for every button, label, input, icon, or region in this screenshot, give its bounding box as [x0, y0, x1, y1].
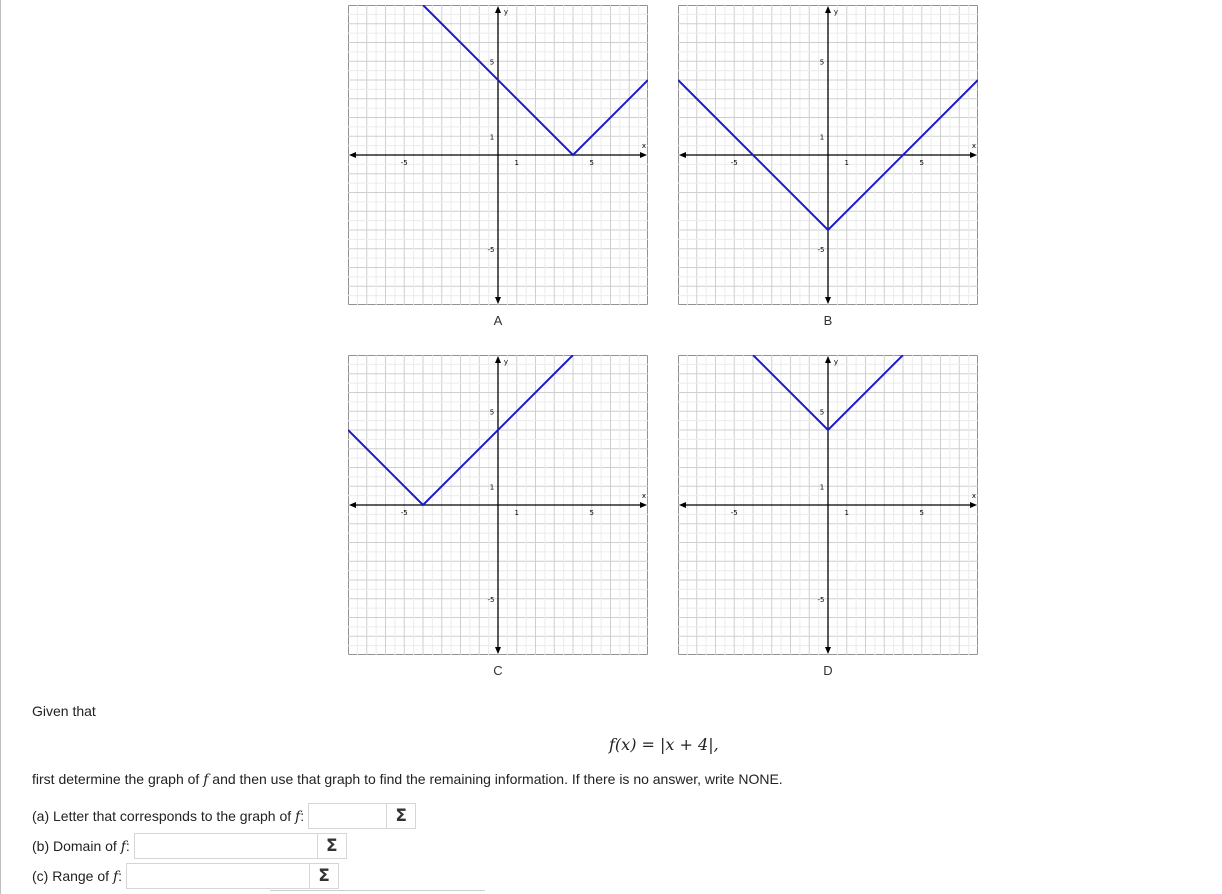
- answer-row-letter: [32, 802, 416, 830]
- answer-label-range: (c) Range of f:: [32, 867, 123, 885]
- answer-label-domain: (b) Domain of f:: [32, 837, 130, 855]
- instruction-before: first determine the graph of: [32, 771, 200, 787]
- formula-equals: =: [641, 735, 655, 754]
- letter-sigma-button[interactable]: [386, 803, 416, 829]
- y-axis-label: y: [833, 358, 839, 366]
- graph-d: [678, 355, 978, 655]
- graph-svg: [678, 355, 978, 655]
- tick-label-x-5: 5: [589, 159, 594, 167]
- instruction-text: [32, 771, 783, 788]
- tick-label-y-5: 5: [489, 408, 495, 417]
- left-border: [0, 0, 1, 894]
- formula-rhs: |x + 4|,: [660, 735, 719, 754]
- tick-label-y-5: 5: [819, 58, 825, 67]
- y-axis-label: y: [503, 8, 509, 16]
- tick-label-x-neg5: -5: [400, 159, 408, 167]
- tick-label-y-5: 5: [489, 58, 495, 67]
- sigma-icon: Σ: [325, 836, 338, 856]
- instruction-fn: f: [203, 772, 209, 788]
- graph-c: [348, 355, 648, 655]
- tick-label-y-1: 1: [819, 133, 825, 142]
- tick-label-x-5: 5: [919, 159, 924, 167]
- tick-label-y-neg5: -5: [817, 245, 825, 254]
- x-axis-label: x: [641, 492, 647, 500]
- tick-label-x-5: 5: [589, 509, 594, 517]
- graph-a-letter: A: [493, 313, 503, 328]
- letter-input[interactable]: [308, 803, 386, 829]
- tick-label-y-5: 5: [819, 408, 825, 417]
- x-axis-label: x: [641, 142, 647, 150]
- graph-svg: [348, 355, 648, 655]
- graph-b: [678, 5, 978, 305]
- tick-label-y-neg5: -5: [487, 595, 495, 604]
- formula: [609, 735, 719, 754]
- tick-label-y-1: 1: [819, 483, 825, 492]
- range-input[interactable]: [126, 863, 309, 889]
- y-axis-label: y: [833, 8, 839, 16]
- tick-label-x-1: 1: [514, 159, 519, 167]
- y-axis-label: y: [503, 358, 509, 366]
- tick-label-x-neg5: -5: [400, 509, 408, 517]
- answer-label-letter: (a) Letter that corresponds to the graph of f:: [32, 807, 305, 825]
- graph-c-letter: C: [493, 663, 503, 678]
- graph-svg: [678, 5, 978, 305]
- answer-row-domain: [32, 832, 347, 860]
- domain-input[interactable]: [134, 833, 317, 859]
- given-that-text: Given that: [32, 703, 96, 719]
- instruction-after: and then use that graph to find the remaining information. If there is no answer, write NONE.: [212, 771, 783, 787]
- tick-label-y-neg5: -5: [817, 595, 825, 604]
- bottom-divider: [270, 890, 485, 891]
- graph-a: [348, 5, 648, 305]
- answer-row-range: [32, 862, 339, 890]
- tick-label-x-5: 5: [919, 509, 924, 517]
- range-sigma-button[interactable]: [309, 863, 339, 889]
- formula-lhs: f(x): [609, 735, 637, 754]
- graph-b-letter: B: [823, 313, 833, 328]
- graph-svg: [348, 5, 648, 305]
- graph-d-letter: D: [823, 663, 833, 678]
- tick-label-y-1: 1: [489, 133, 495, 142]
- sigma-icon: Σ: [395, 806, 407, 826]
- tick-label-y-1: 1: [489, 483, 495, 492]
- x-axis-label: x: [971, 142, 977, 150]
- tick-label-y-neg5: -5: [487, 245, 495, 254]
- x-axis-label: x: [971, 492, 977, 500]
- tick-label-x-1: 1: [844, 159, 849, 167]
- tick-label-x-1: 1: [844, 509, 849, 517]
- tick-label-x-neg5: -5: [730, 159, 738, 167]
- tick-label-x-1: 1: [514, 509, 519, 517]
- domain-sigma-button[interactable]: [317, 833, 347, 859]
- sigma-icon: Σ: [318, 866, 330, 886]
- tick-label-x-neg5: -5: [730, 509, 738, 517]
